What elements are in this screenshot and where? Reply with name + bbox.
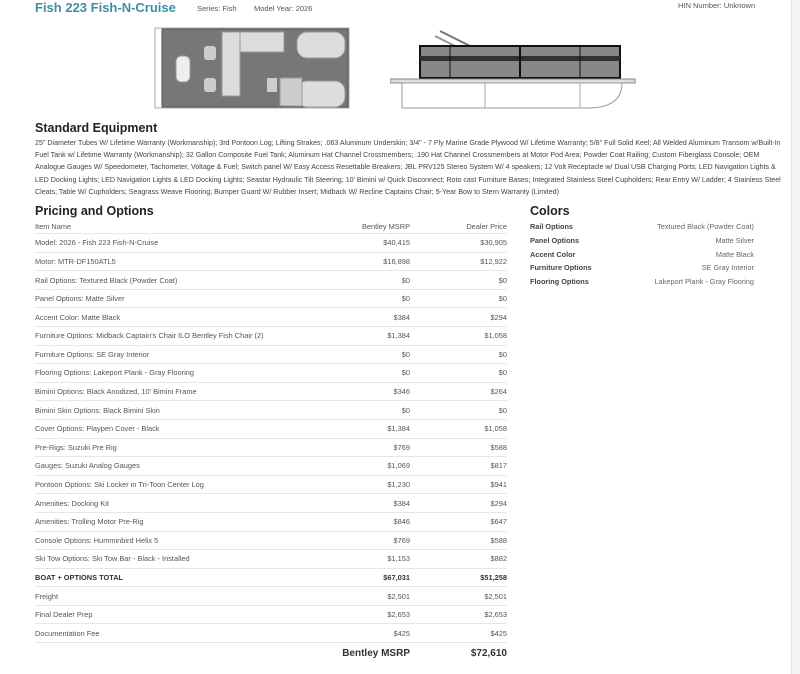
colors-list bbox=[530, 220, 754, 288]
table-row bbox=[35, 550, 507, 569]
item-dealer-price: $0 bbox=[498, 349, 507, 359]
item-dealer-price: $1,058 bbox=[484, 331, 507, 341]
table-row bbox=[35, 587, 507, 606]
color-option-value: Lakeport Plank - Gray Flooring bbox=[654, 276, 754, 286]
item-name: Console Options: Humminbird Helix 5 bbox=[35, 535, 159, 545]
item-name: Rail Options: Textured Black (Powder Coat) bbox=[35, 275, 178, 285]
color-option-label: Rail Options bbox=[530, 222, 573, 232]
item-name: Panel Options: Matte Silver bbox=[35, 294, 125, 304]
table-row bbox=[35, 476, 507, 495]
item-dealer-price: $294 bbox=[490, 312, 507, 322]
item-name: Ski Tow Options: Ski Tow Bar - Black - Installed bbox=[35, 554, 190, 564]
total-label: BOAT + OPTIONS TOTAL bbox=[35, 573, 124, 582]
item-msrp: $0 bbox=[401, 405, 410, 415]
colors-section bbox=[530, 203, 754, 660]
item-dealer-price: $0 bbox=[498, 294, 507, 304]
item-msrp: $1,384 bbox=[387, 424, 410, 434]
item-msrp: $846 bbox=[393, 517, 410, 527]
item-msrp: $2,653 bbox=[387, 610, 410, 620]
header-msrp: Bentley MSRP bbox=[361, 221, 410, 231]
item-name: Bimini Options: Black Anodized, 10' Bimini Frame bbox=[35, 387, 197, 397]
color-option-value: Matte Black bbox=[715, 249, 754, 259]
hin-label: HIN Number: Unknown bbox=[678, 1, 756, 10]
item-name: Pontoon Options: Ski Locker in Tri-Toon Center Log bbox=[35, 480, 204, 490]
item-dealer-price: $2,653 bbox=[484, 610, 507, 620]
boat-title: Fish 223 Fish-N-Cruise bbox=[35, 0, 176, 15]
standard-equipment-text: 25" Diameter Tubes W/ Lifetime Warranty (Workmanship); 3rd Pontoon Log; Lifting Strakes; .063 Aluminum Underskin; 3/4" - 7 Ply Marine Grade Plywood W/ Lifetime Warranty; 5/8" Full Solid Keel; All Welded Aluminum Transom w/Built-In Fuel Tank w/ Lifetime Warranty (Workmanship); 32 Gallon Composite Fuel Tank; Aluminum Hat Channel Crossmembers; .190 Hat Channel Crossmembers at Motor Pod Area; Powder Coat Railing; Custom Fiberglass Console; OEM Analogue Gauges W/ Speedometer, Tachometer, Voltage & Fuel; Switch panel W/ Easy Access Resettable Breakers; JBL PRV125 Stereo System W/ 4 speakers; 12 Volt Receptacle w/ Dual USB Charging Ports; LED Navigation Lights & LED Docking Lights; LED Navigation Lights & LED Docking Lights; Seastar Hydraulic Tilt Steering; 10' Bimini w/ Quick Disconnect; Roto cast Furniture Bases; Integrated Stainless Steel Cupholders; Rear Entry W/ Ladder; 4 Stainless Steel Cleats; Table W/ Cupholders; Seagrass Weave Flooring; Bumper Guard W/ Rubber Insert; Midback W/ Recline Captains Chair; 5-Year Bow to Stern Warranty (Limited) bbox=[35, 139, 781, 196]
item-msrp: $0 bbox=[401, 275, 410, 285]
item-dealer-price: $30,905 bbox=[480, 238, 507, 248]
model-year-label: Model Year: 2026 bbox=[254, 4, 313, 13]
item-dealer-price: $294 bbox=[490, 498, 507, 508]
color-row bbox=[530, 261, 754, 275]
options-total-row bbox=[35, 569, 507, 588]
item-name: Furniture Options: SE Gray Interior bbox=[35, 349, 150, 359]
item-msrp: $384 bbox=[393, 498, 410, 508]
table-row bbox=[35, 439, 507, 458]
total-msrp: $67,031 bbox=[383, 573, 410, 582]
table-header bbox=[35, 219, 507, 234]
item-msrp: $16,898 bbox=[383, 256, 410, 266]
standard-equipment-heading: Standard Equipment bbox=[35, 121, 158, 135]
color-option-value: Textured Black (Powder Coat) bbox=[657, 222, 754, 232]
grand-total bbox=[35, 647, 507, 660]
item-msrp: $0 bbox=[401, 294, 410, 304]
table-row bbox=[35, 346, 507, 365]
color-option-label: Accent Color bbox=[530, 249, 576, 259]
series-label: Series: Fish bbox=[197, 4, 237, 13]
table-row bbox=[35, 401, 507, 420]
item-dealer-price: $0 bbox=[498, 275, 507, 285]
color-option-label: Panel Options bbox=[530, 235, 580, 245]
color-row bbox=[530, 247, 754, 261]
item-msrp: $425 bbox=[393, 628, 410, 638]
item-dealer-price: $264 bbox=[490, 387, 507, 397]
item-msrp: $769 bbox=[393, 535, 410, 545]
colors-heading: Colors bbox=[530, 204, 570, 219]
item-dealer-price: $2,501 bbox=[484, 591, 507, 601]
header-item-name: Item Name bbox=[35, 221, 72, 231]
item-msrp: $769 bbox=[393, 442, 410, 452]
table-row bbox=[35, 383, 507, 402]
item-name: Furniture Options: Midback Captain's Chair ILO Bentley Fish Chair (2) bbox=[35, 331, 264, 341]
table-row bbox=[35, 253, 507, 272]
table-row bbox=[35, 606, 507, 625]
table-row bbox=[35, 513, 507, 532]
color-row bbox=[530, 274, 754, 288]
item-dealer-price: $0 bbox=[498, 405, 507, 415]
item-dealer-price: $647 bbox=[490, 517, 507, 527]
item-name: Freight bbox=[35, 591, 59, 601]
color-option-label: Flooring Options bbox=[530, 276, 589, 286]
item-msrp: $1,230 bbox=[387, 480, 410, 490]
table-row bbox=[35, 290, 507, 309]
item-msrp: $40,415 bbox=[383, 238, 410, 248]
item-name: Flooring Options: Lakeport Plank - Gray Flooring bbox=[35, 368, 194, 378]
scrollbar[interactable] bbox=[791, 0, 800, 674]
color-row bbox=[530, 220, 754, 234]
table-row bbox=[35, 364, 507, 383]
item-name: Amenities: Docking Kit bbox=[35, 498, 109, 508]
item-name: Accent Color: Matte Black bbox=[35, 312, 121, 322]
item-dealer-price: $0 bbox=[498, 368, 507, 378]
item-msrp: $0 bbox=[401, 368, 410, 378]
pricing-table bbox=[35, 219, 507, 643]
grand-total-value: $72,610 bbox=[470, 648, 507, 660]
item-dealer-price: $425 bbox=[490, 628, 507, 638]
table-row bbox=[35, 271, 507, 290]
item-dealer-price: $941 bbox=[490, 480, 507, 490]
item-name: Cover Options: Playpen Cover - Black bbox=[35, 424, 160, 434]
item-name: Model: 2026 - Fish 223 Fish-N-Cruise bbox=[35, 238, 159, 248]
table-row bbox=[35, 327, 507, 346]
item-name: Motor: MTR-DF150ATL5 bbox=[35, 256, 116, 266]
pricing-heading: Pricing and Options bbox=[35, 204, 154, 219]
color-option-value: Matte Silver bbox=[715, 235, 754, 245]
table-row bbox=[35, 494, 507, 513]
item-dealer-price: $588 bbox=[490, 535, 507, 545]
grand-total-label: Bentley MSRP bbox=[342, 648, 410, 660]
item-dealer-price: $588 bbox=[490, 442, 507, 452]
total-dealer: $51,258 bbox=[480, 573, 507, 582]
color-option-value: SE Gray Interior bbox=[701, 263, 754, 273]
item-msrp: $1,384 bbox=[387, 331, 410, 341]
table-row bbox=[35, 532, 507, 551]
item-dealer-price: $882 bbox=[490, 554, 507, 564]
item-msrp: $1,153 bbox=[387, 554, 410, 564]
table-row bbox=[35, 457, 507, 476]
table-row bbox=[35, 624, 507, 643]
item-msrp: $2,501 bbox=[387, 591, 410, 601]
pricing-section bbox=[35, 203, 507, 660]
color-option-label: Furniture Options bbox=[530, 263, 592, 273]
header-dealer-price: Dealer Price bbox=[466, 221, 507, 231]
item-dealer-price: $817 bbox=[490, 461, 507, 471]
item-msrp: $1,069 bbox=[387, 461, 410, 471]
item-msrp: $384 bbox=[393, 312, 410, 322]
item-name: Final Dealer Prep bbox=[35, 610, 93, 620]
floor-plan-image bbox=[152, 26, 352, 110]
item-name: Amenities: Trolling Motor Pre-Rig bbox=[35, 517, 144, 527]
table-row bbox=[35, 234, 507, 253]
item-name: Pre-Rigs: Suzuki Pre Rig bbox=[35, 442, 117, 452]
content bbox=[35, 120, 783, 660]
item-name: Bimini Skin Options: Black Bimini Skin bbox=[35, 405, 160, 415]
item-name: Gauges: Suzuki Analog Gauges bbox=[35, 461, 140, 471]
table-row bbox=[35, 308, 507, 327]
item-msrp: $346 bbox=[393, 387, 410, 397]
side-view-image bbox=[390, 26, 640, 110]
item-name: Documentation Fee bbox=[35, 628, 100, 638]
color-row bbox=[530, 234, 754, 248]
item-dealer-price: $1,058 bbox=[484, 424, 507, 434]
table-row bbox=[35, 420, 507, 439]
item-msrp: $0 bbox=[401, 349, 410, 359]
item-dealer-price: $12,922 bbox=[480, 256, 507, 266]
